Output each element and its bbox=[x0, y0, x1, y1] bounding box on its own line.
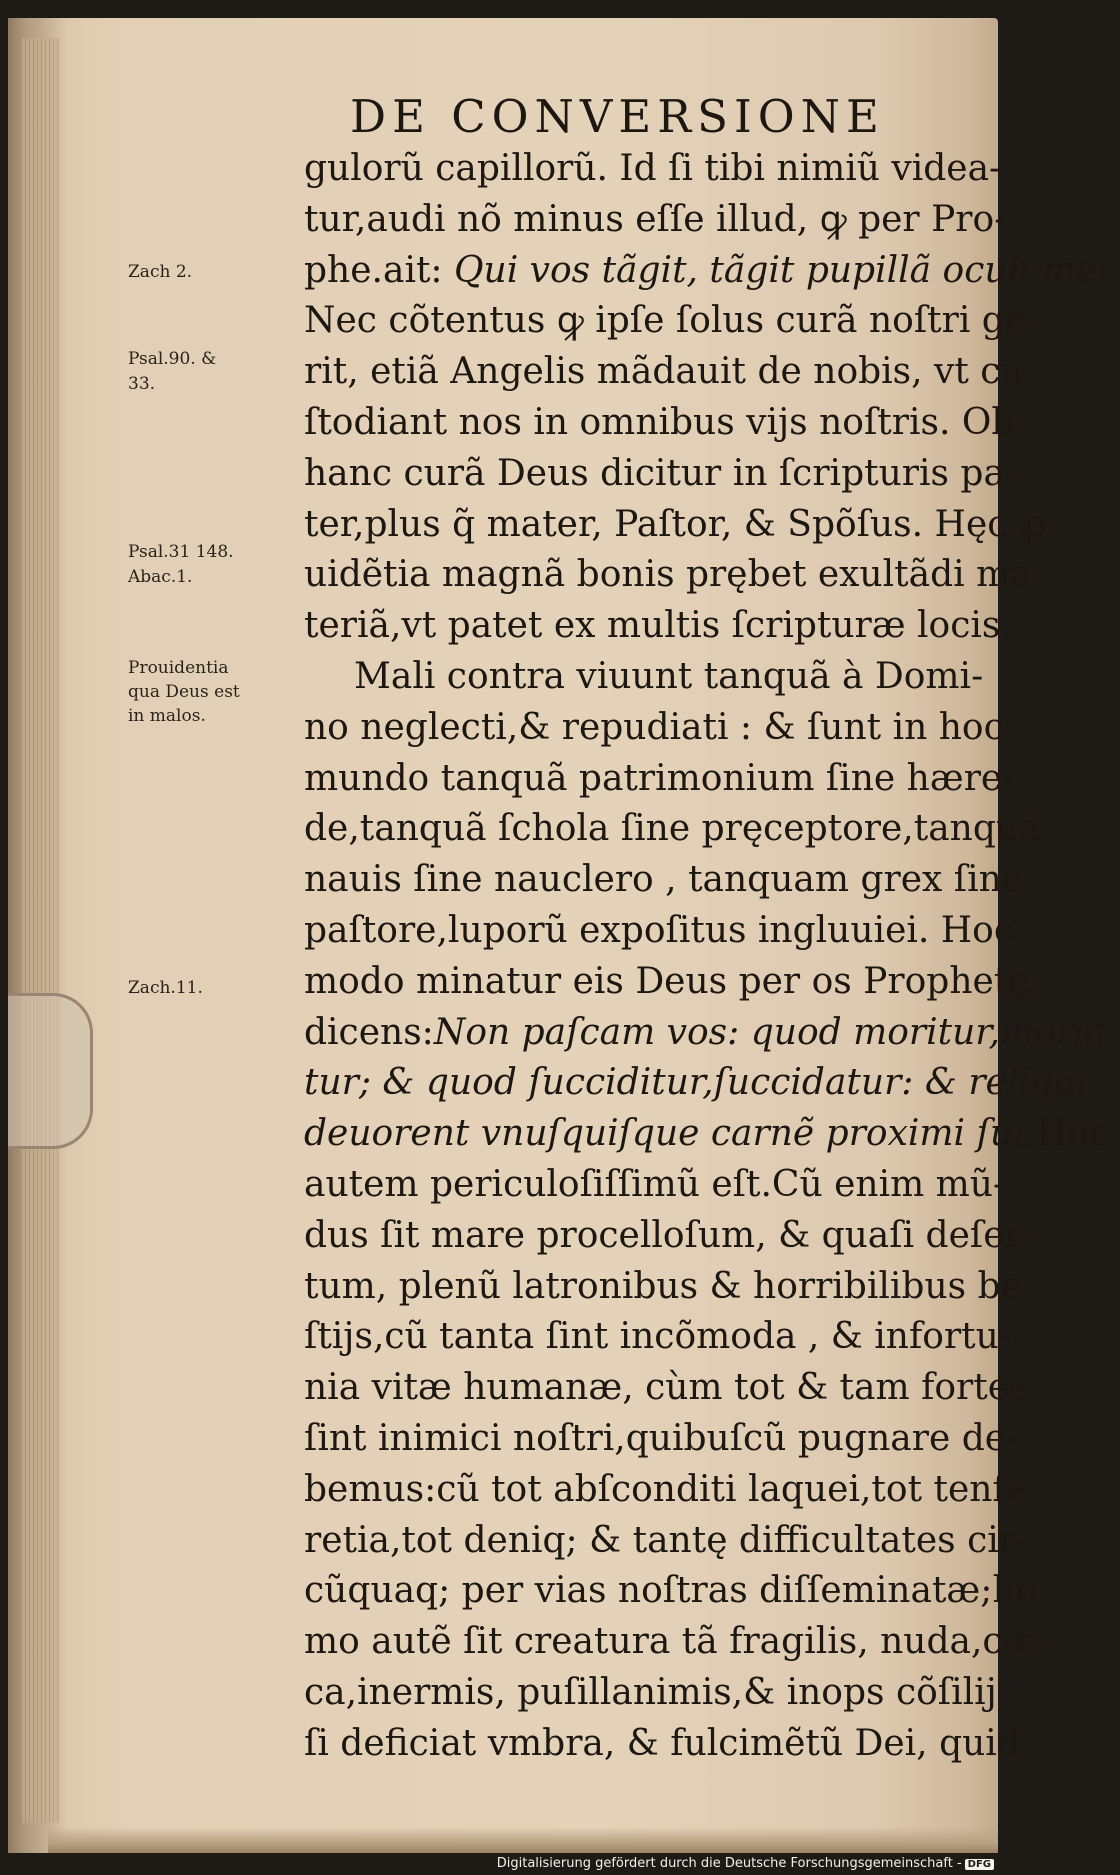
text-line bbox=[304, 1008, 1106, 1059]
text-run: uidẽtia magnã bonis prębet exultãdi ma bbox=[304, 554, 1032, 596]
text-line bbox=[304, 855, 1024, 906]
margin-note: Zach 2. bbox=[128, 262, 193, 282]
text-line bbox=[304, 1566, 1038, 1617]
text-line bbox=[304, 500, 1047, 551]
text-line bbox=[304, 1262, 1022, 1313]
text-line bbox=[304, 246, 1120, 297]
text-line bbox=[304, 1109, 1110, 1160]
text-line bbox=[304, 601, 1012, 652]
text-run: no neglecti,& repudiati : & ſunt in hoc bbox=[304, 706, 1004, 748]
text-line bbox=[304, 195, 1007, 246]
text-line bbox=[304, 449, 1018, 500]
text-line bbox=[304, 1363, 1028, 1414]
text-line bbox=[304, 957, 1042, 1008]
text-run: ſtodiant nos in omnibus vijs noſtris. Ob bbox=[304, 401, 1015, 443]
margin-note: Prouidentia bbox=[128, 658, 229, 678]
text-line bbox=[304, 1617, 1049, 1668]
text-run: mo autẽ ſit creatura tã fragilis, nuda,cæ- bbox=[304, 1621, 1049, 1663]
margin-note: 33. bbox=[128, 374, 156, 394]
text-line bbox=[304, 1312, 1011, 1363]
text-run: Hoc bbox=[1035, 1113, 1110, 1155]
text-line bbox=[304, 1160, 1006, 1211]
text-run: tum, plenũ latronibus & horribilibus be bbox=[304, 1265, 1022, 1307]
text-line bbox=[304, 1414, 1019, 1465]
text-run: ſi deficiat vmbra, & fulcimẽtũ Dei, quid bbox=[304, 1722, 1020, 1764]
text-line bbox=[304, 347, 1024, 398]
text-line bbox=[304, 144, 1002, 195]
text-line bbox=[304, 1465, 1028, 1516]
text-run: nauis ſine nauclero , tanquam grex ſine bbox=[304, 859, 1024, 901]
italic-quote: tur; & quod ſucciditur,ſuccidatur: & reliqui bbox=[304, 1062, 1088, 1104]
margin-note: qua Deus est bbox=[128, 682, 240, 702]
text-run: Mali contra viuunt tanquã à Domi- bbox=[354, 655, 984, 697]
text-line bbox=[304, 398, 1015, 449]
running-head: DE CONVERSIONE bbox=[350, 90, 885, 143]
text-run: tur,audi nõ minus eſſe illud, ꝙ per Pro- bbox=[304, 198, 1007, 240]
text-line bbox=[304, 550, 1032, 601]
margin-note: Psal.90. & bbox=[128, 349, 217, 369]
text-line bbox=[304, 804, 1041, 855]
text-line bbox=[304, 1211, 1034, 1262]
text-run: ter,plus q̃ mater, Paſtor, & Spõſus. Hęc ꝓ bbox=[304, 503, 1047, 545]
text-line bbox=[304, 1058, 1088, 1109]
text-run: retia,tot deniq; & tantę difficultates cir- bbox=[304, 1519, 1029, 1561]
text-line bbox=[304, 1719, 1020, 1770]
text-run: nia vitæ humanæ, cùm tot & tam fortes bbox=[304, 1367, 1028, 1409]
text-line bbox=[304, 754, 1015, 805]
text-run: rit, etiã Angelis mãdauit de nobis, vt cu bbox=[304, 351, 1024, 393]
text-line bbox=[304, 703, 1004, 754]
text-line bbox=[304, 296, 1039, 347]
italic-quote: Qui vos tãgit, tãgit pupillã oculi mei. bbox=[454, 249, 1120, 291]
italic-quote: deuorent vnuſquiſque carnẽ proximi ſui. bbox=[304, 1113, 1036, 1155]
margin-note: Zach.11. bbox=[128, 978, 203, 998]
italic-quote: Non paſcam vos: quod moritur,moria bbox=[433, 1011, 1106, 1053]
body-text bbox=[304, 144, 1120, 1770]
text-run: bemus:cũ tot abſconditi laquei,tot tenſa bbox=[304, 1468, 1028, 1510]
text-run: modo minatur eis Deus per os Prophetę, bbox=[304, 960, 1042, 1002]
text-run: mundo tanquã patrimonium ſine hære- bbox=[304, 757, 1015, 799]
digitization-credit bbox=[493, 1854, 998, 1873]
text-run: Nec cõtentus ꝙ ipſe ſolus curã noſtri ge- bbox=[304, 300, 1039, 342]
page-edges bbox=[22, 38, 60, 1823]
text-line bbox=[304, 1668, 1009, 1719]
bottom-page-edge bbox=[48, 1827, 998, 1853]
text-run: hanc curã Deus dicitur in ſcripturis pa- bbox=[304, 452, 1018, 494]
text-run: paſtore,luporũ expoſitus ingluuiei. Hoc bbox=[304, 909, 1014, 951]
text-run: ca,inermis, puſillanimis,& inops cõſilij: bbox=[304, 1671, 1009, 1713]
credit-text: Digitalisierung gefördert durch die Deutsche Forschungsgemeinschaft - bbox=[496, 1856, 962, 1871]
text-line bbox=[304, 906, 1014, 957]
margin-note: Psal.31 148. bbox=[128, 542, 234, 562]
text-line bbox=[304, 1516, 1029, 1567]
margin-note: in malos. bbox=[128, 706, 206, 726]
text-run: dus ſit mare procelloſum, & quaſi deſer- bbox=[304, 1214, 1034, 1256]
text-run: dicens: bbox=[304, 1011, 434, 1053]
text-run: gulorũ capillorũ. Id ſi tibi nimiũ videa- bbox=[304, 148, 1002, 189]
margin-note: Abac.1. bbox=[128, 567, 193, 587]
text-run: phe.ait: bbox=[304, 249, 454, 291]
bookmark-ribbon bbox=[8, 993, 93, 1149]
text-line bbox=[304, 652, 984, 703]
text-run: ſtijs,cũ tanta ſint incõmoda , & infortu- bbox=[304, 1316, 1011, 1358]
text-run: teriã,vt patet ex multis ſcripturæ locis. bbox=[304, 605, 1012, 647]
text-run: cũquaq; per vias noſtras diſſeminatæ;ho bbox=[304, 1570, 1038, 1612]
dfg-logo: DFG bbox=[965, 1859, 994, 1870]
text-run: ſint inimici noſtri,quibuſcũ pugnare de- bbox=[304, 1417, 1019, 1459]
text-run: de,tanquã ſchola ſine pręceptore,tanquã bbox=[304, 808, 1041, 850]
text-run: autem periculoſiſſimũ eſt.Cũ enim mũ- bbox=[304, 1163, 1006, 1205]
